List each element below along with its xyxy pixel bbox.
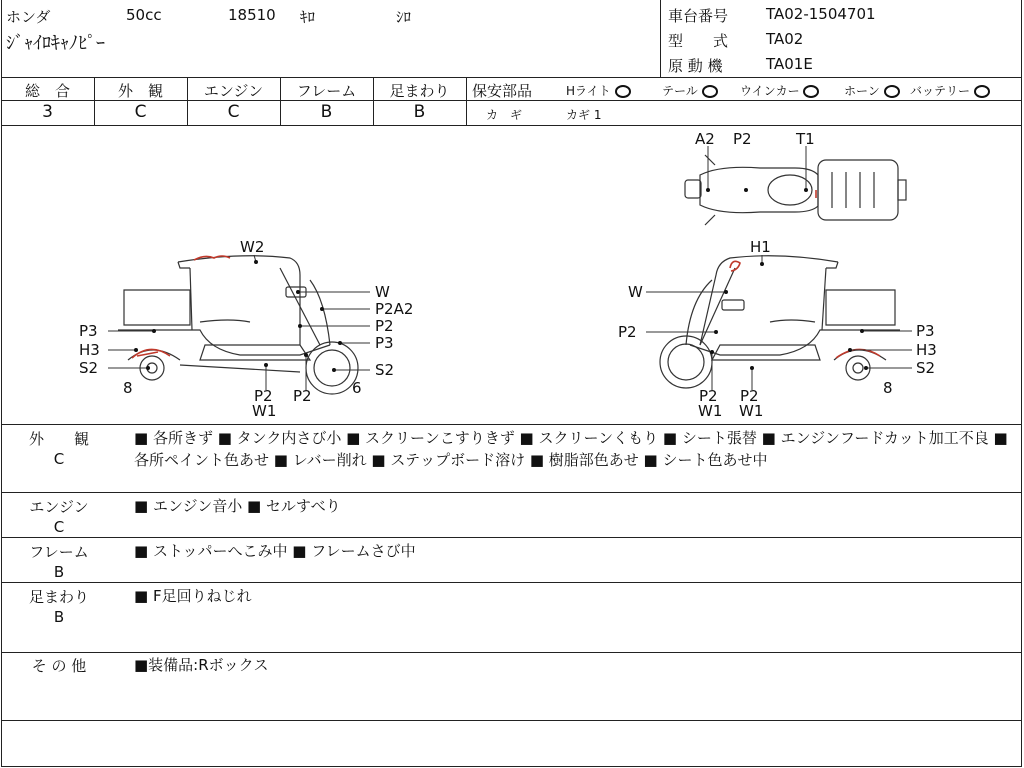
grade-engine-label: エンジン	[203, 82, 264, 100]
horn-label: ホーン	[844, 84, 880, 98]
chassis-value: TA02-1504701	[766, 5, 876, 23]
remark-grade-suspension: B	[53, 608, 65, 626]
diagram-label: T1	[796, 130, 815, 148]
diagram-label: P3	[375, 334, 394, 352]
damage-marks	[132, 190, 880, 358]
grade-engine-value: C	[227, 102, 240, 122]
diagram-label: W1	[698, 402, 723, 420]
diagram-label: H3	[916, 341, 937, 359]
leader-lines	[108, 146, 912, 390]
color: ｼﾛ	[396, 8, 412, 26]
divider	[1, 652, 1022, 653]
diagram-label: 8	[123, 379, 133, 397]
diagram-label: P2A2	[375, 300, 414, 318]
headlight-label: Hライト	[566, 84, 611, 98]
diagram-label: W1	[252, 402, 277, 420]
divider	[1, 582, 1022, 583]
safety-label: 保安部品	[472, 82, 533, 100]
remark-text-engine: ■ エンジン音小 ■ セルすべり	[134, 497, 341, 515]
diagram-label: W2	[240, 238, 265, 256]
grade-suspension-value: B	[413, 102, 426, 122]
divider	[1, 492, 1022, 493]
remark-label-suspension: 足まわり	[28, 588, 89, 606]
remark-label-other: そ の 他	[31, 657, 87, 675]
mileage-unit: ｷﾛ	[300, 8, 316, 26]
model-name: ｼﾞｬｲﾛｷｬﾉﾋﾟｰ	[6, 33, 105, 54]
remark-text-other: ■装備品:Rボックス	[134, 656, 269, 674]
grade-exterior-label: 外 観	[117, 82, 163, 100]
tail-label: テール	[662, 84, 698, 98]
engine-value: TA01E	[766, 55, 813, 73]
grade-total-value: 3	[42, 102, 53, 122]
diagram-label: P2	[618, 323, 637, 341]
grade-total-label: 総 合	[24, 82, 70, 100]
diagram-label: W1	[739, 402, 764, 420]
engine-label: 原 動 機	[668, 57, 723, 75]
grade-exterior-value: C	[134, 102, 147, 122]
remark-label-exterior: 外 観	[28, 430, 89, 448]
grade-suspension-label: 足まわり	[389, 82, 450, 100]
displacement: 50cc	[126, 6, 162, 24]
diagram-label: H3	[79, 341, 100, 359]
remark-grade-exterior: C	[53, 450, 65, 468]
diagram-label: H1	[750, 238, 771, 256]
battery-label: バッテリー	[910, 84, 971, 98]
diagram-label: 6	[352, 379, 362, 397]
diagram-label: P3	[916, 322, 935, 340]
key-label: カ ギ	[486, 108, 523, 122]
diagram-label: P2	[740, 387, 759, 405]
diagram-label: P2	[293, 387, 312, 405]
remark-label-frame: フレーム	[29, 543, 89, 561]
grade-frame-value: B	[320, 102, 333, 122]
diagram-label: P2	[733, 130, 752, 148]
diagram-label: P2	[699, 387, 718, 405]
mileage: 18510	[228, 6, 276, 24]
remark-text-exterior: ■ 各所きず ■ タンク内さび小 ■ スクリーンこすりきず ■ スクリーンくもり ■ シート張替 ■ エンジンフードカット加工不良 ■ 各所ペイント色あせ ■ レバー削れ ■ ステップボード溶け ■ 樹脂部色あせ ■ シート色あせ中	[134, 429, 1008, 469]
diagram-label: S2	[79, 359, 99, 377]
right-side-scooter	[660, 256, 900, 388]
divider	[1, 424, 1022, 425]
diagram-label: P3	[79, 322, 98, 340]
type-label: 型 式	[668, 32, 729, 50]
divider	[1, 720, 1022, 721]
diagram-label: P2	[254, 387, 273, 405]
remark-grade-engine: C	[53, 518, 65, 536]
divider	[1, 537, 1022, 538]
diagram-label: W	[375, 283, 390, 301]
diagram-label: P2	[375, 317, 394, 335]
diagram-label: A2	[695, 130, 715, 148]
chassis-label: 車台番号	[668, 7, 729, 25]
grade-frame-label: フレーム	[296, 82, 357, 100]
maker: ホンダ	[6, 8, 51, 26]
diagram-label: 8	[883, 379, 893, 397]
remark-text-frame: ■ ストッパーへこみ中 ■ フレームさび中	[134, 542, 416, 560]
top-view-scooter	[685, 155, 906, 225]
diagram-label: S2	[916, 359, 936, 377]
type-value: TA02	[766, 30, 804, 48]
diagram-label: W	[628, 283, 643, 301]
winker-label: ウインカー	[740, 84, 800, 98]
remark-text-suspension: ■ F足回りねじれ	[134, 587, 252, 605]
remark-grade-frame: B	[53, 563, 65, 581]
key-value: カギ 1	[566, 108, 602, 122]
diagram-label: S2	[375, 361, 395, 379]
remark-label-engine: エンジン	[29, 498, 89, 516]
left-side-scooter	[118, 256, 358, 394]
